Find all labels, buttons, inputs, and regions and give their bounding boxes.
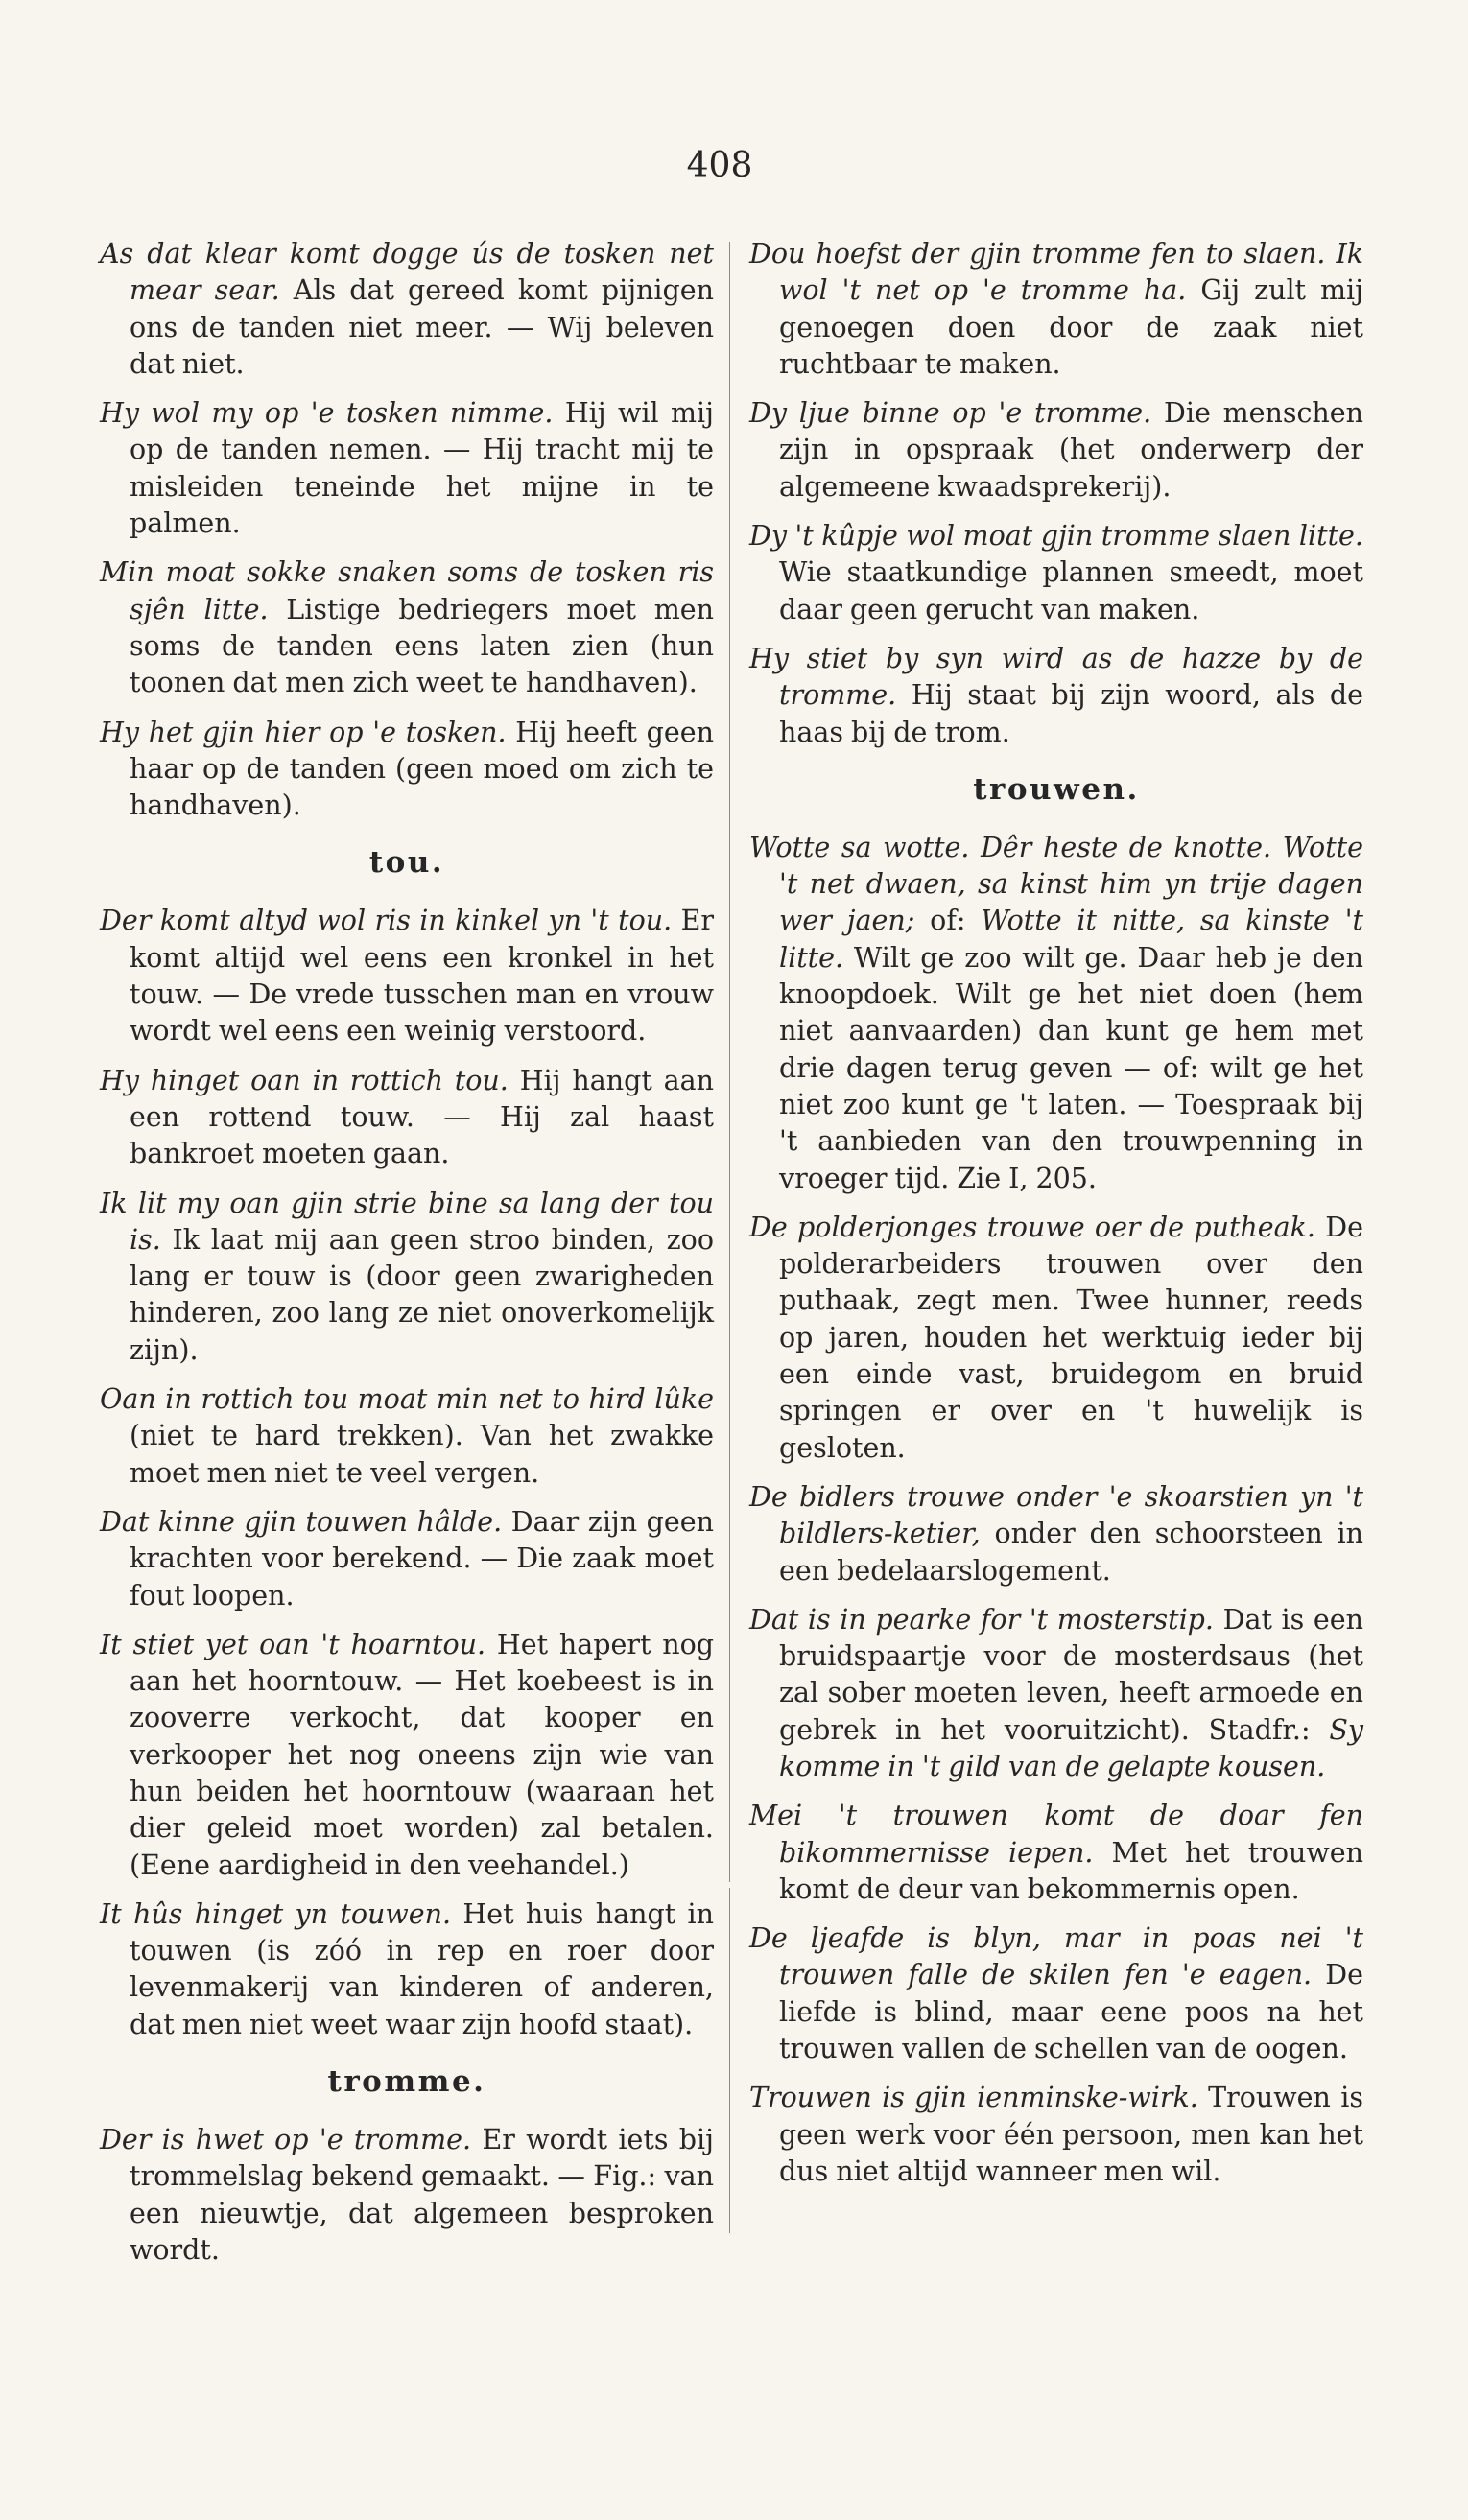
entry-text: Met het trouwen komt de deur van bekommernis open.: [779, 1836, 1363, 1905]
entry: [749, 641, 1363, 751]
entry-text: Het huis hangt in touwen (is zóó in rep en roer door levenmakerij van kinderen of anderen, dat men niet weet waar zijn hoofd staat).: [130, 1897, 714, 2040]
entry: [100, 1381, 714, 1492]
entry-dialect: Dy 't kûpje wol moat gjin tromme slaen litte.: [749, 520, 1363, 553]
entry-dialect: Dy ljue binne op 'e tromme.: [749, 397, 1152, 430]
entry-text: Hij wil mij op de tanden nemen. — Hij tracht mij te misleiden teneinde het mijne in te palmen.: [130, 397, 715, 540]
entry: [100, 1063, 714, 1173]
page-number: 408: [686, 146, 753, 185]
entry-dialect: Ik lit my oan gjin strie bine sa lang der tou is.: [100, 1187, 714, 1256]
entry-text: Dat is een bruidspaartje voor de mosterdsaus (het zal sober moeten leven, heeft armoede en gebrek in het vooruitzicht). Stadfr.:: [779, 1603, 1364, 1746]
entry-text: Hij heeft geen haar op de tanden (geen moed om zich te handhaven).: [130, 716, 714, 822]
entry-dialect-variant: Wotte it nitte, sa kinste 't litte.: [779, 905, 1364, 974]
entry-dialect: As dat klear komt dogge ús de tosken net mear sear.: [100, 238, 714, 307]
entry-text: onder den schoorsteen in een bedelaarslogement.: [779, 1518, 1363, 1587]
entry: [749, 236, 1363, 383]
entry-text-continued: Wilt ge zoo wilt ge. Daar heb je den knoopdoek. Wilt ge het niet doen (hem niet aanvaarden) dan kunt ge hem met drie dagen terug geven — of: wilt ge het niet zoo kunt ge 't laten. — Toespraak bij 't aanbieden van den trouwpenning in vroeger tijd. Zie I, 205.: [779, 941, 1363, 1194]
entry-text: (niet te hard trekken). Van het zwakke moet men niet te veel vergen.: [130, 1420, 714, 1489]
entry-dialect: De ljeafde is blyn, mar in poas nei 't trouwen falle de skilen fen 'e eagen.: [749, 1922, 1363, 1991]
entry-text: Hij staat bij zijn woord, als de haas bij de trom.: [779, 679, 1363, 748]
entry-text: Het hapert nog aan het hoorntouw. — Het koebeest is in zooverre verkocht, dat kooper en verkooper het nog oneens zijn wie van hun beiden het hoorntouw (waaraan het dier geleid moet worden) zal betalen. (Eene aardigheid in den veehandel.): [130, 1628, 714, 1881]
entry: [749, 1479, 1363, 1590]
entry: [749, 1798, 1363, 1908]
entry-text: Ik laat mij aan geen stroo binden, zoo lang er touw is (door geen zwarigheden hinderen, zoo lang ze niet onoverkomelijk zijn).: [130, 1223, 714, 1366]
entry-text: Er komt altijd wel eens een kronkel in het touw. — De vrede tusschen man en vrouw wordt wel eens een weinig verstoord.: [130, 905, 714, 1048]
entry-dialect: It stiet yet oan 't hoarntou.: [100, 1628, 486, 1660]
entry-dialect: Mei 't trouwen komt de doar fen bikommernisse iepen.: [749, 1800, 1363, 1869]
entry: [749, 1920, 1363, 2067]
section-heading-tromme: tromme.: [327, 2064, 486, 2100]
entry-dialect: Oan in rottich tou moat min net to hird lûke: [100, 1383, 714, 1416]
entry: [749, 395, 1363, 506]
entry-dialect: Der is hwet op 'e tromme.: [100, 2124, 472, 2156]
entry-text: Als dat gereed komt pijnigen ons de tanden niet meer. — Wij beleven dat niet.: [130, 274, 714, 380]
left-column: [100, 236, 714, 2281]
entry: [100, 903, 714, 1049]
entry: [100, 395, 714, 542]
entry: [749, 1210, 1363, 1467]
entry: [100, 1896, 714, 2043]
entry: [100, 236, 714, 383]
entry-dialect: Hy hinget oan in rottich tou.: [100, 1064, 509, 1096]
entry-text: Die menschen zijn in opspraak (het onderwerp der algemeene kwaadsprekerij).: [779, 397, 1364, 503]
entry: [100, 715, 714, 825]
entry: [100, 1504, 714, 1614]
entry-dialect: Hy stiet by syn wird as de hazze by de tromme.: [749, 642, 1363, 712]
section-heading-tou: tou.: [368, 845, 445, 881]
entry-text: Wie staatkundige plannen smeedt, moet daar geen gerucht van maken.: [779, 556, 1363, 625]
entry: [100, 2122, 714, 2269]
entry-text: Daar zijn geen krachten voor berekend. — Die zaak moet fout loopen.: [130, 1505, 715, 1612]
entry: [749, 1602, 1363, 1785]
entry-text: Trouwen is geen werk voor één persoon, men kan het dus niet altijd wanneer men wil.: [779, 2082, 1363, 2187]
entry-text: De liefde is blind, maar eene poos na het trouwen vallen de schellen van de oogen.: [779, 1959, 1364, 2065]
entry-dialect: Wotte sa wotte. Dêr heste de knotte. Wotte 't net dwaen, sa kinst him yn trije dagen wer jaen;: [749, 831, 1363, 937]
entry: [100, 1627, 714, 1884]
entry-text: Listige bedriegers moet men soms de tanden eens laten zien (hun toonen dat men zich weet te handhaven).: [130, 593, 714, 699]
entry: [100, 554, 714, 701]
entry-dialect: De polderjonges trouwe oer de putheak.: [749, 1211, 1315, 1243]
entry-text: Er wordt iets bij trommelslag bekend gemaakt. — Fig.: van een nieuwtje, dat algemeen besproken wordt.: [130, 2124, 714, 2266]
entry: [749, 830, 1363, 1197]
entry-dialect: De bidlers trouwe onder 'e skoarstien yn 't bildlers-ketier,: [749, 1480, 1363, 1550]
entry-dialect: Der komt altyd wol ris in kinkel yn 't tou.: [100, 905, 673, 937]
entry-text: Hij hangt aan een rottend touw. — Hij zal haast bankroet moeten gaan.: [130, 1064, 714, 1170]
entry-dialect: It hûs hinget yn touwen.: [100, 1897, 452, 1930]
right-column: [749, 236, 1363, 2202]
entry-dialect-variant: Sy komme in 't gild van de gelapte kousen.: [779, 1713, 1363, 1782]
entry-dialect: Dat kinne gjin touwen hâlde.: [100, 1505, 503, 1538]
entry-dialect: Hy het gjin hier op 'e tosken.: [100, 716, 507, 748]
entry-text: of:: [930, 905, 982, 937]
entry: [749, 2080, 1363, 2190]
entry: [100, 1186, 714, 1369]
column-divider-top: [729, 242, 730, 1882]
entry-text: Gij zult mij genoegen doen door de zaak niet ruchtbaar te maken.: [779, 274, 1363, 380]
section-heading-trouwen: trouwen.: [973, 771, 1140, 807]
entry-dialect: Dat is in pearke for 't mosterstip.: [749, 1603, 1214, 1636]
entry-dialect: Dou hoefst der gjin tromme fen to slaen. Ik wol 't net op 'e tromme ha.: [749, 238, 1363, 307]
entry-dialect: Trouwen is gjin ienminske-wirk.: [749, 2082, 1198, 2114]
column-divider-bottom: [729, 1888, 730, 2233]
entry-text: De polderarbeiders trouwen over den puthaak, zegt men. Twee hunner, reeds op jaren, houden het werktuig ieder bij een einde vast, bruidegom en bruid springen er over en 't huwelijk is gesloten.: [779, 1211, 1363, 1464]
entry: [749, 518, 1363, 628]
entry-dialect: Hy wol my op 'e tosken nimme.: [100, 397, 554, 430]
entry-dialect: Min moat sokke snaken soms de tosken ris sjên litte.: [100, 556, 714, 625]
